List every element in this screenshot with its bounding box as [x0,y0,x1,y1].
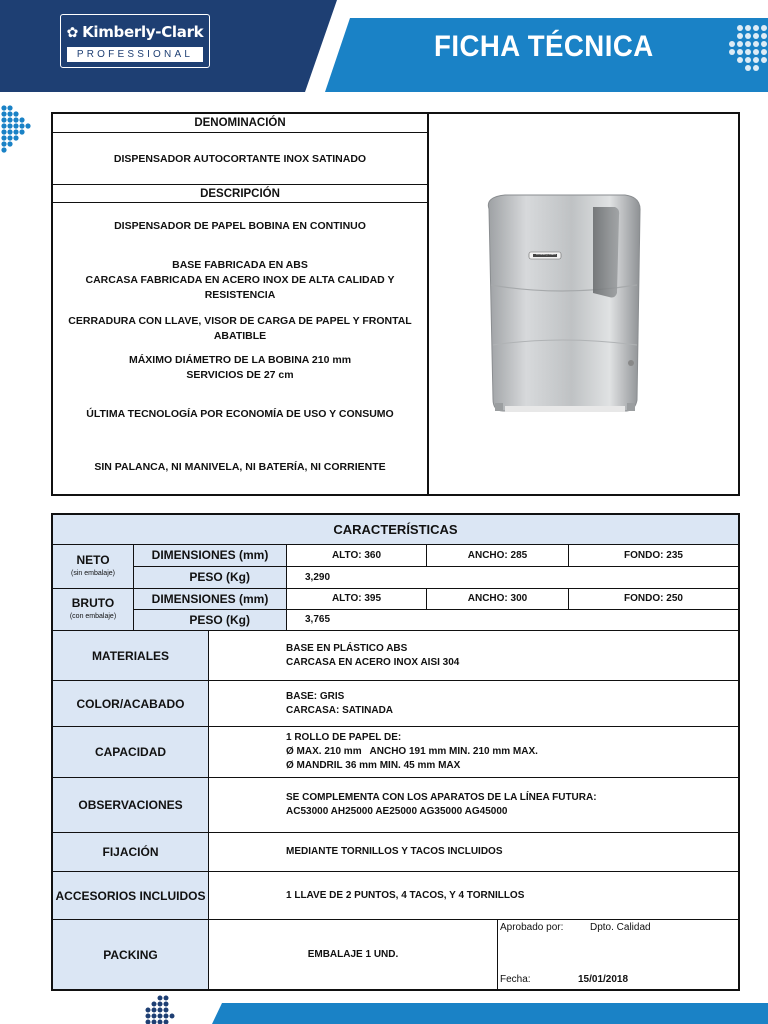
materiales-line: CARCASA EN ACERO INOX AISI 304 [286,656,460,668]
bruto-sub: (con embalaje) [69,613,117,620]
color-line: BASE: GRIS [286,690,345,702]
descripcion-line: CARCASA FABRICADA EN ACERO INOX DE ALTA CALIDAD Y RESISTENCIA [85,274,395,301]
color-value [209,681,738,727]
denominacion-header: DENOMINACIÓN [53,114,427,133]
side-dots-icon [0,104,34,154]
header-dots-icon [728,22,768,82]
bruto-label: BRUTO [71,596,115,610]
descripcion-line: SERVICIOS DE 27 cm [186,369,294,381]
neto-alto: ALTO: 360 [287,545,427,567]
dispenser-image [465,185,655,425]
capacidad-line: Ø MANDRIL 36 mm MIN. 45 mm MAX [286,760,461,771]
descripcion-line: MÁXIMO DIÁMETRO DE LA BOBINA 210 mm [128,354,352,366]
brand-name [61,23,209,41]
neto-label: NETO [76,553,110,567]
neto-fondo: FONDO: 235 [569,545,738,567]
brand-sub: PROFESSIONAL [67,47,203,62]
observaciones-line: AC53000 AH25000 AE25000 AG35000 AG45000 [286,806,508,817]
descripcion-header: DESCRIPCIÓN [53,184,427,203]
page-title: FICHA TÉCNICA [434,30,654,63]
fijacion-value [209,833,738,872]
descripcion-line: SIN PALANCA, NI MANIVELA, NI BATERÍA, NI CORRIENTE [94,461,386,473]
descripcion-line: CERRADURA CON LLAVE, VISOR DE CARGA DE PAPEL Y FRONTAL ABATIBLE [68,315,412,342]
product-info [53,114,429,494]
neto-peso-label: PESO (Kg) [134,567,287,589]
descripcion-line: BASE FABRICADA EN ABS [172,259,308,271]
denominacion-value: DISPENSADOR AUTOCORTANTE INOX SATINADO [113,153,367,165]
color-line: CARCASA: SATINADA [286,704,394,716]
neto-ancho: ANCHO: 285 [427,545,569,567]
bruto-dim-label: DIMENSIONES (mm) [134,589,287,610]
materiales-value [209,631,738,681]
approval-box [497,920,738,989]
bruto-peso-label: PESO (Kg) [134,610,287,631]
neto-cell [53,545,134,589]
descripcion-line: DISPENSADOR DE PAPEL BOBINA EN CONTINUO [114,220,366,232]
brand-mark-icon: ✿ [66,25,79,41]
bruto-peso: 3,765 [287,610,738,631]
packing-label: PACKING [53,920,209,989]
fijacion-label: FIJACIÓN [53,833,209,872]
footer-band [212,1003,768,1024]
observaciones-value [209,778,738,833]
neto-dim-label: DIMENSIONES (mm) [134,545,287,567]
fijacion-line: MEDIANTE TORNILLOS Y TACOS INCLUIDOS [286,846,503,857]
materiales-line: BASE EN PLÁSTICO ABS [286,642,408,654]
capacidad-label: CAPACIDAD [53,727,209,778]
descripcion-line: ÚLTIMA TECNOLOGÍA POR ECONOMÍA DE USO Y CONSUMO [86,408,394,420]
bruto-fondo: FONDO: 250 [569,589,738,610]
accesorios-label: ACCESORIOS INCLUIDOS [53,872,209,920]
brand-logo [60,14,210,68]
materiales-label: MATERIALES [53,631,209,681]
fecha-label: Fecha: [500,974,531,985]
aprobado-value: Dpto. Calidad [590,922,651,933]
characteristics-table [51,513,740,991]
footer-dots-icon [140,994,180,1024]
observaciones-label: OBSERVACIONES [53,778,209,833]
brand-name-text: Kimberly-Clark [82,23,204,41]
aprobado-label: Aprobado por: [500,922,564,933]
packing-value: EMBALAJE 1 UND. [209,920,497,989]
characteristics-title: CARACTERÍSTICAS [53,515,738,545]
accesorios-value [209,872,738,920]
neto-sub: (sin embalaje) [71,570,115,577]
fecha-value: 15/01/2018 [578,974,629,985]
bruto-alto: ALTO: 395 [287,589,427,610]
neto-peso: 3,290 [287,567,738,589]
capacidad-line: 1 ROLLO DE PAPEL DE: [286,732,402,743]
bruto-cell [53,589,134,631]
dispenser-image-label: Kimberly-Clark [536,252,556,256]
bruto-ancho: ANCHO: 300 [427,589,569,610]
capacidad-value [209,727,738,778]
observaciones-line: SE COMPLEMENTA CON LOS APARATOS DE LA LÍNEA FUTURA: [286,792,597,803]
color-label: COLOR/ACABADO [53,681,209,727]
capacidad-line: Ø MAX. 210 mm ANCHO 191 mm MIN. 210 mm MAX. [286,746,538,757]
accesorios-line: 1 LLAVE DE 2 PUNTOS, 4 TACOS, Y 4 TORNILLOS [286,889,525,901]
